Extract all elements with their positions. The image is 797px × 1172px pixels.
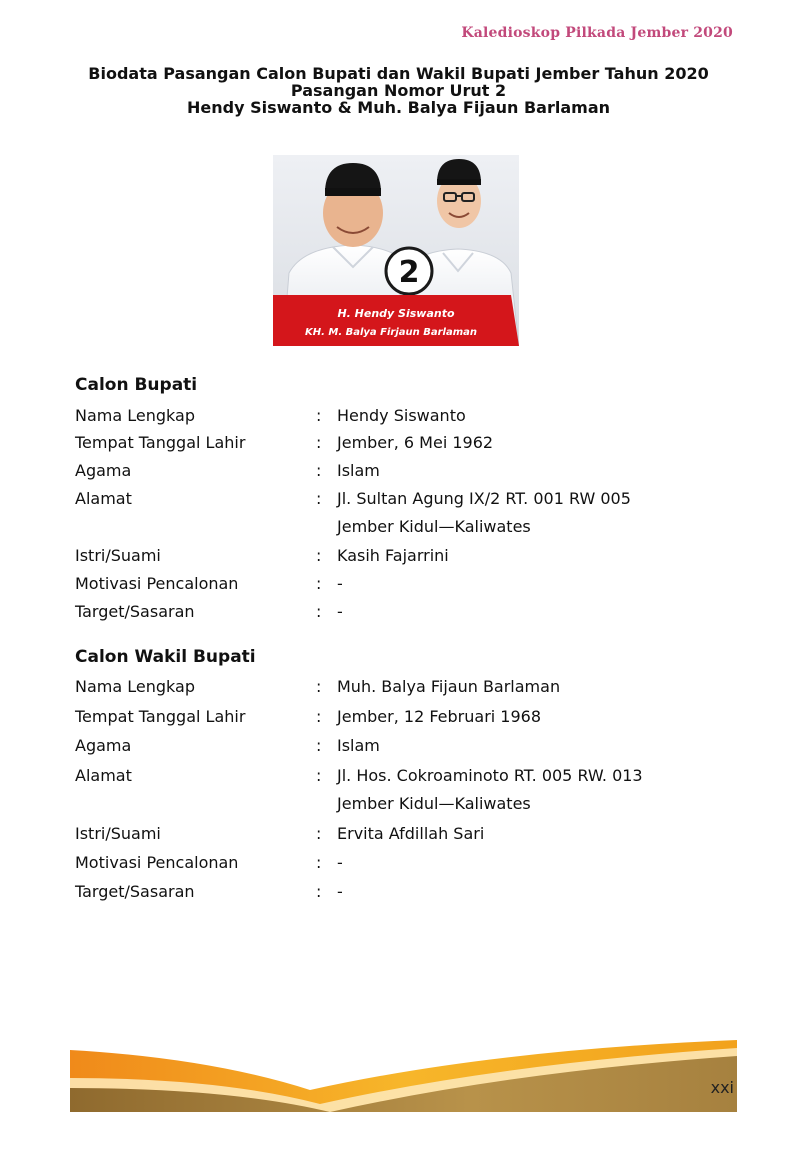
svg-text:KH. M. Balya Firjaun Barlaman: KH. M. Balya Firjaun Barlaman [304, 327, 478, 338]
row-value: - [337, 574, 343, 593]
row-label: Tempat Tanggal Lahir [75, 433, 246, 452]
row-value: Jember, 6 Mei 1962 [337, 433, 494, 452]
row-colon: : [316, 677, 322, 696]
row-colon: : [316, 406, 322, 425]
row-colon: : [316, 546, 322, 565]
row-colon: : [316, 707, 322, 726]
section-title-bupati: Calon Bupati [75, 375, 198, 395]
row-value: Ervita Afdillah Sari [337, 824, 485, 843]
row-label: Tempat Tanggal Lahir [75, 707, 246, 726]
footer-decoration [70, 1038, 737, 1112]
row-label: Motivasi Pencalonan [75, 574, 239, 593]
row-colon: : [316, 461, 322, 480]
candidate-photo [273, 155, 519, 346]
row-colon: : [316, 574, 322, 593]
row-value: - [337, 602, 343, 621]
header-label: Kaledioskop Pilkada Jember 2020 [461, 25, 733, 41]
row-label: Nama Lengkap [75, 406, 195, 425]
row-label: Nama Lengkap [75, 677, 195, 696]
row-value-line2: Jember Kidul—Kaliwates [337, 794, 531, 813]
page-number: xxi [710, 1078, 734, 1097]
row-colon: : [316, 602, 322, 621]
name-banner [273, 295, 519, 346]
row-label: Istri/Suami [75, 824, 161, 843]
row-label: Istri/Suami [75, 546, 161, 565]
section-title-wakil: Calon Wakil Bupati [75, 647, 256, 667]
row-label: Alamat [75, 766, 132, 785]
row-colon: : [316, 882, 322, 901]
title-line-1: Biodata Pasangan Calon Bupati dan Wakil Bupati Jember Tahun 2020 [88, 64, 709, 83]
row-label: Alamat [75, 489, 132, 508]
title-line-3: Hendy Siswanto & Muh. Balya Fijaun Barlaman [186, 98, 610, 117]
row-colon: : [316, 824, 322, 843]
row-value-line2: Jember Kidul—Kaliwates [337, 517, 531, 536]
row-label: Target/Sasaran [75, 602, 195, 621]
row-colon: : [316, 489, 322, 508]
row-colon: : [316, 853, 322, 872]
row-value: Jl. Hos. Cokroaminoto RT. 005 RW. 013 [337, 766, 643, 785]
row-colon: : [316, 433, 322, 452]
row-colon: : [316, 766, 322, 785]
row-value: Islam [337, 461, 380, 480]
svg-text:2: 2 [398, 255, 420, 290]
row-value: Islam [337, 736, 380, 755]
row-value: Hendy Siswanto [337, 406, 466, 425]
row-value: Jl. Sultan Agung IX/2 RT. 001 RW 005 [337, 489, 631, 508]
row-value: Jember, 12 Februari 1968 [337, 707, 542, 726]
row-value: - [337, 882, 343, 901]
title-block [0, 65, 797, 116]
row-label: Agama [75, 736, 132, 755]
row-colon: : [316, 736, 322, 755]
row-value: Muh. Balya Fijaun Barlaman [337, 677, 561, 696]
row-label: Target/Sasaran [75, 882, 195, 901]
row-label: Agama [75, 461, 132, 480]
number-badge [386, 248, 432, 294]
row-label: Motivasi Pencalonan [75, 853, 239, 872]
row-value: - [337, 853, 343, 872]
svg-text:H. Hendy Siswanto: H. Hendy Siswanto [337, 307, 455, 320]
row-value: Kasih Fajarrini [337, 546, 449, 565]
title-line-2: Pasangan Nomor Urut 2 [290, 81, 507, 100]
